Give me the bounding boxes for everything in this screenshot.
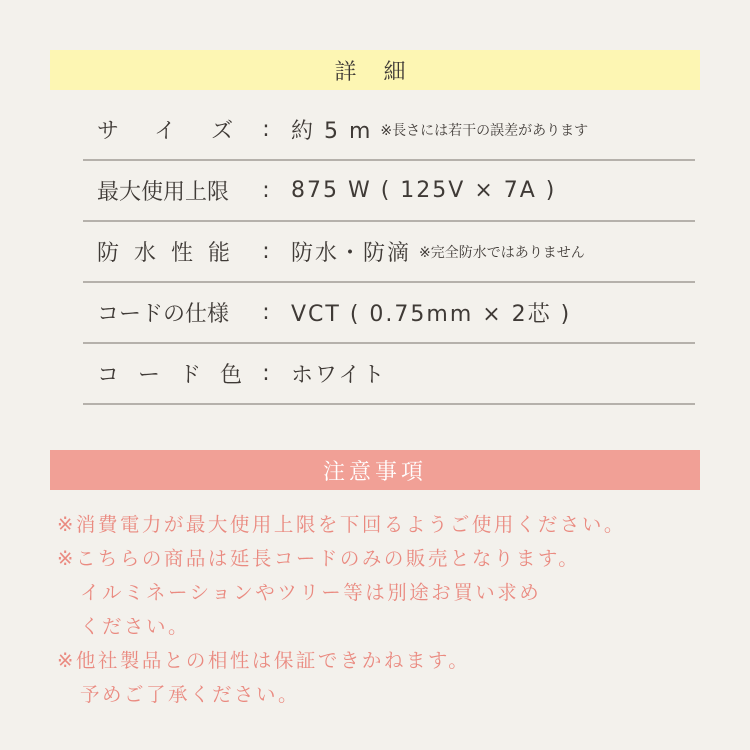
caution-line: ※消費電力が最大使用上限を下回るようご使用ください。 xyxy=(57,513,626,536)
spec-label-cord-color: コ ー ド 色 xyxy=(97,363,248,388)
caution-line: ください。 xyxy=(80,615,191,638)
spec-row-waterproof xyxy=(83,222,695,283)
spec-label-cord-spec: コードの仕様 xyxy=(97,302,230,327)
caution-line: イルミネーションやツリー等は別途お買い求め xyxy=(80,581,542,604)
spec-value-cord-color: ホワイト xyxy=(291,363,387,388)
spec-row-cord-spec xyxy=(83,283,695,344)
spec-colon: : xyxy=(262,178,270,203)
spec-colon: : xyxy=(262,239,270,264)
spec-row-max-usage xyxy=(83,161,695,222)
caution-line: 予めご了承ください。 xyxy=(80,683,301,706)
spec-row-size xyxy=(83,100,695,161)
spec-value-waterproof: 防水・防滴 xyxy=(291,241,412,266)
details-header xyxy=(50,50,700,90)
spec-colon: : xyxy=(262,117,270,142)
caution-line: ※他社製品との相性は保証できかねます。 xyxy=(57,649,471,672)
spec-row-cord-color xyxy=(83,344,695,405)
caution-header xyxy=(50,450,700,490)
details-title: 詳 細 xyxy=(334,59,416,85)
spec-label-max-usage: 最大使用上限 xyxy=(97,180,230,205)
spec-colon: : xyxy=(262,361,270,386)
spec-value-cord-spec: VCT ( 0.75mm × 2芯 ) xyxy=(291,302,572,327)
spec-label-size: サ イ ズ xyxy=(97,119,247,144)
caution-title: 注意事項 xyxy=(322,459,427,485)
spec-value-size: 約 5 m xyxy=(291,119,373,144)
spec-label-waterproof: 防 水 性 能 xyxy=(97,241,234,266)
spec-note-waterproof: ※完全防水ではありません xyxy=(419,244,585,261)
spec-table xyxy=(83,100,695,405)
caution-line: ※こちらの商品は延長コードのみの販売となります。 xyxy=(57,547,581,570)
spec-value-max-usage: 875 W ( 125V × 7A ) xyxy=(291,178,557,203)
spec-note-size: ※長さには若干の誤差があります xyxy=(380,122,589,139)
caution-notes xyxy=(57,508,707,712)
spec-colon: : xyxy=(262,300,270,325)
